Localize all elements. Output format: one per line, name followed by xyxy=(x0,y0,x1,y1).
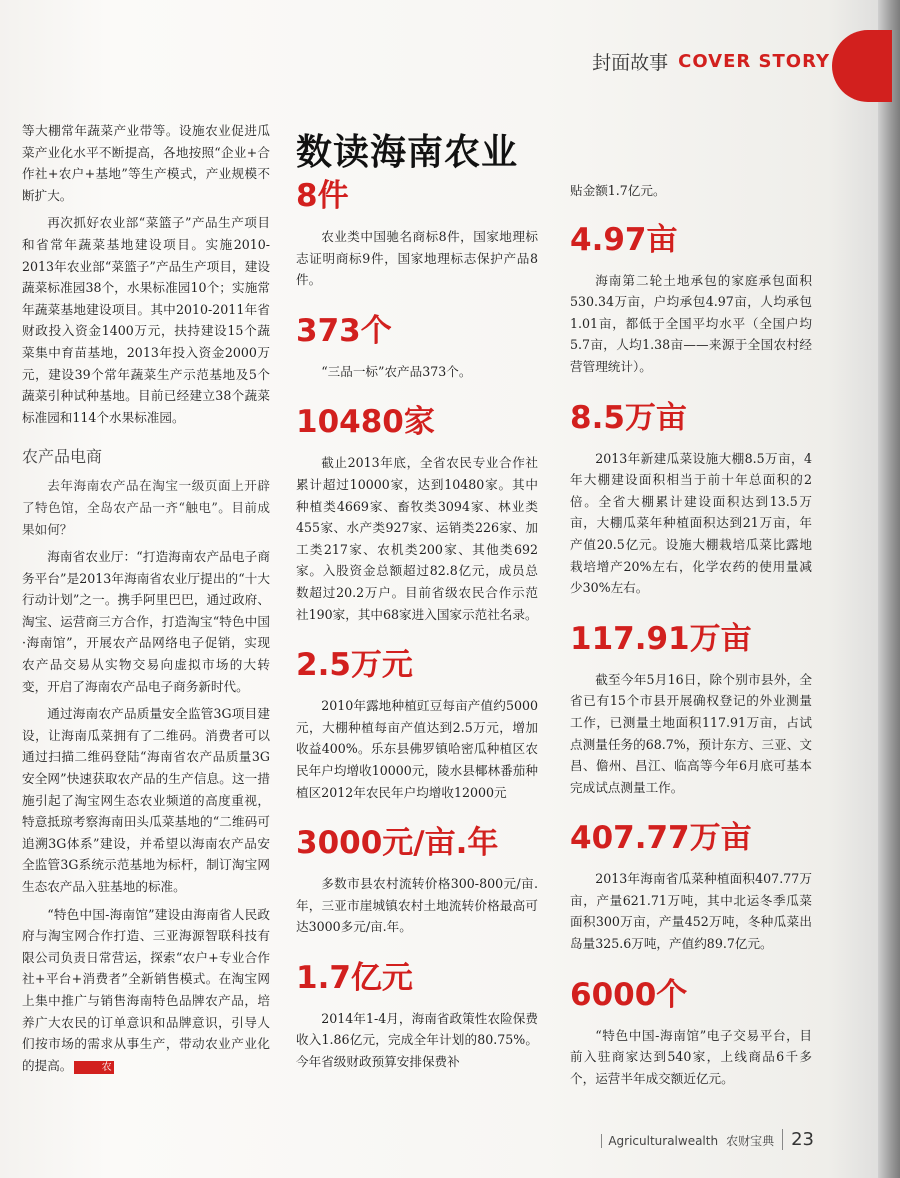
ecommerce-subhead: 农产品电商 xyxy=(22,447,103,467)
ecommerce-lead: 去年海南农产品在淘宝一级页面上开辟了特色馆，全岛农产品一齐“触电”。目前成果如何？ xyxy=(22,478,270,537)
stat-figure: 2.5万元 xyxy=(296,647,413,684)
stat-block xyxy=(570,398,812,599)
left-paragraph: 再次抓好农业部“菜篮子”产品生产项目和省常年蔬菜基地建设项目。实施2010-2013年农业部“菜篮子”产品生产项目，建设蔬菜标准园38个，水果标准园10个；实施常年蔬菜基地建设项目。其中2010-2011年省财政投入资金1400万元，扶持建设15个蔬菜集中育苗基地，2013年投入资金2000万元，建设39个常年蔬菜生产示范基地及5个蔬菜引种试种基地。目前已经建立38个蔬菜标准园和114个水果标准园。 xyxy=(22,215,270,425)
stat-text: “特色中国-海南馆”电子交易平台，目前入驻商家达到540家，上线商品6千多个，运营半年成交额近亿元。 xyxy=(570,1027,812,1086)
left-paragraph: 通过海南农产品质量安全监管3G项目建设，让海南瓜菜拥有了二维码。消费者可以通过扫描二维码登陆“海南省农产品质量3G安全网”快速获取农产品的生产信息。这一措施引起了淘宝网生态农业频道的高度重视，特意抵琼考察海南田头瓜菜基地的“二维码可追溯3G体系”建设，并希望以海南农产品安全监管3G系统示范基地为标杆，制订淘宝网生态农产品入驻基地的标准。 xyxy=(22,706,270,894)
page-title: 数读海南农业 xyxy=(296,132,519,173)
stat-figure: 8件 xyxy=(296,178,349,214)
page-number: 23 xyxy=(782,1129,814,1150)
left-paragraph: 海南省农业厅：“打造海南农产品电子商务平台”是2013年海南省农业厅提出的“十大行动计划”之一。携手阿里巴巴，通过政府、淘宝、运营商三方合作，打造淘宝“特色中国·海南馆”，开展农产品网络电子促销，实现农产品交易从实物交易向虚拟市场的大转变，开启了海南农产品电子商务新时代。 xyxy=(22,549,270,694)
stat-block xyxy=(570,818,812,954)
section-header xyxy=(592,48,830,75)
stat-text: 2013年海南省瓜菜种植面积407.77万亩，产量621.71万吨，其中北运冬季瓜菜面积300万亩，产量452万吨，冬种瓜菜出岛量325.6万吨，产值约89.7亿元。 xyxy=(570,871,812,952)
left-paragraph: 等大棚常年蔬菜产业带等。设施农业促进瓜菜产业化水平不断提高，各地按照“企业+合作社+农户+基地”等生产模式，产业规模不断扩大。 xyxy=(22,123,270,203)
stat-block xyxy=(296,176,538,291)
stat-block xyxy=(296,645,538,803)
stat-figure: 1.7亿元 xyxy=(296,959,413,996)
stat-figure: 3000元/亩.年 xyxy=(296,825,499,862)
section-title-en: COVER STORY xyxy=(678,51,830,72)
left-column xyxy=(22,120,270,1082)
continued-text: 贴金额1.7亿元。 xyxy=(570,183,666,198)
stat-block xyxy=(570,975,812,1090)
stat-figure: 8.5万亩 xyxy=(570,399,687,436)
magazine-brand-en: Agriculturalwealth xyxy=(601,1134,718,1148)
stat-text: 2010年露地种植豇豆每亩产值约5000元，大棚种植每亩产值达到2.5万元，增加收益400%。乐东县佛罗镇哈密瓜种植区农民年户均增收10000元，陵水县椰林番茄种植区2012年农民年户均增收12000元 xyxy=(296,698,538,800)
right-column xyxy=(570,180,812,1109)
stat-text: 农业类中国驰名商标8件，国家地理标志证明商标9件，国家地理标志保护产品8件。 xyxy=(296,229,538,288)
middle-column xyxy=(296,176,538,1093)
stat-block xyxy=(570,619,812,799)
stat-block xyxy=(296,958,538,1073)
section-corner-tab xyxy=(832,30,892,102)
page-spine-shadow xyxy=(878,0,900,1178)
stat-figure: 4.97亩 xyxy=(570,221,678,258)
stat-block xyxy=(296,823,538,938)
stat-block xyxy=(296,402,538,625)
stat-text: 截至今年5月16日，除个别市县外，全省已有15个市县开展确权登记的外业测量工作，已测量土地面积117.91万亩，占试点测量任务的68.7%，预计东方、三亚、文昌、儋州、昌江、临高等今年6月底可基本完成试点测量工作。 xyxy=(570,671,812,795)
section-title-cn: 封面故事 xyxy=(592,52,669,74)
magazine-brand-cn: 农财宝典 xyxy=(726,1134,775,1148)
stat-text: 海南第二轮土地承包的家庭承包面积530.34万亩，户均承包4.97亩，人均承包1.01亩，都低于全国平均水平（全国户均5.7亩，人均1.38亩——来源于全国农村经营管理统计）。 xyxy=(570,272,812,374)
stat-block xyxy=(570,220,812,378)
stat-text: 2013年新建瓜菜设施大棚8.5万亩，4年大棚建设面积相当于前十年总面积的2倍。全省大棚累计建设面积达到13.5万亩，大棚瓜菜年种植面积达到21万亩，年产值20.5亿元。设施大棚栽培瓜菜比露地栽培增产20%左右，化学农药的使用量减少30%左右。 xyxy=(570,450,812,596)
page-footer xyxy=(601,1129,814,1150)
stat-text: 2014年1-4月，海南省政策性农险保费收入1.86亿元，完成全年计划的80.75%。今年省级财政预算安排保费补 xyxy=(296,1010,538,1070)
stat-block xyxy=(296,311,538,383)
left-paragraph-text: “特色中国-海南馆”建设由海南省人民政府与淘宝网合作打造、三亚海源智联科技有限公司负责日常营运，探索“农户+专业合作社+平台+消费者”全新销售模式。在淘宝网上集中推广与销售海南特色品牌农产品，培养广大农民的订单意识和品牌意识，引导人们按市场的需求从事生产，带动农业产业化的提高。 xyxy=(22,906,270,1073)
stat-text: “三品一标”农产品373个。 xyxy=(321,363,472,379)
stat-figure: 407.77万亩 xyxy=(570,820,752,857)
stat-text: 截止2013年底，全省农民专业合作社累计超过10000家，达到10480家。其中种植类4669家、畜牧类3094家、林业类455家、水产类927家、运销类226家、加工类217家、农机类200家、其他类692家。入股资金总额超过82.8亿元，成员总数超过20.2万户。目前省级农民合作示范社190家，其中68家进入国家示范社名录。 xyxy=(296,455,538,622)
article-end-mark: 农 xyxy=(74,1061,113,1074)
stat-figure: 10480家 xyxy=(296,404,435,441)
stat-figure: 6000个 xyxy=(570,976,688,1013)
stat-text: 多数市县农村流转价格300-800元/亩.年，三亚市崖城镇农村土地流转价格最高可达3000多元/亩.年。 xyxy=(296,876,538,935)
stat-figure: 117.91万亩 xyxy=(570,620,752,657)
left-paragraph-last xyxy=(22,904,270,1077)
stat-figure: 373个 xyxy=(296,312,392,349)
